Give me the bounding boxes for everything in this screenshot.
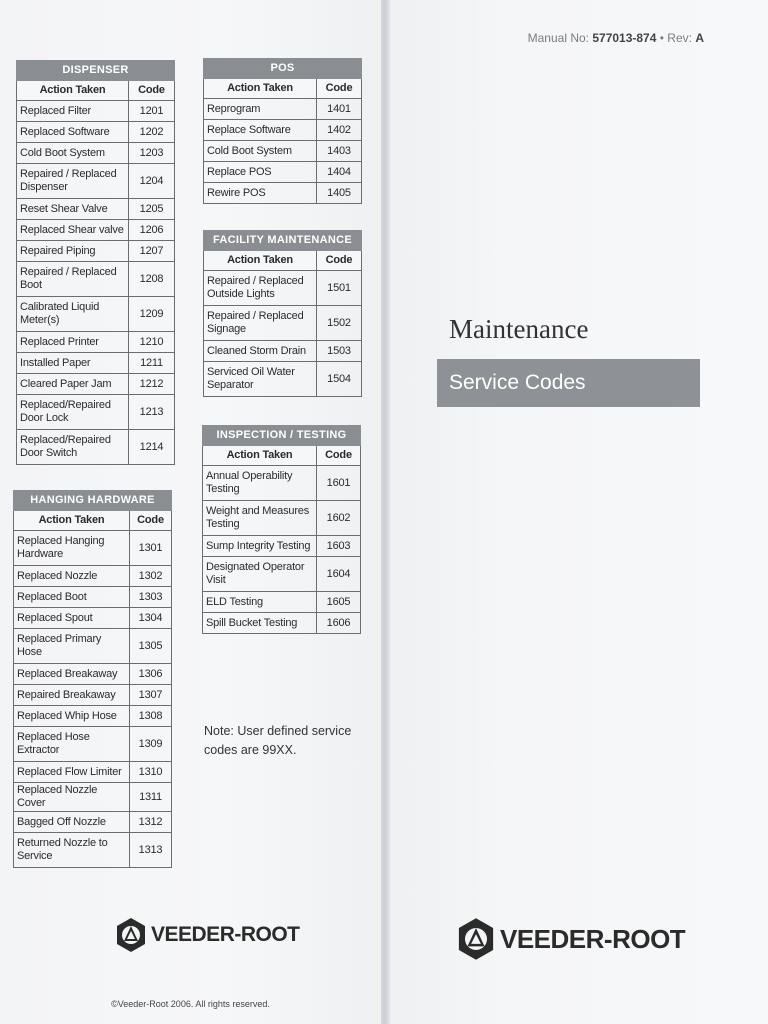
action-cell: Replace Software (204, 120, 317, 141)
right-panel (390, 0, 768, 1024)
code-cell: 1606 (317, 613, 361, 634)
code-cell: 1307 (130, 685, 172, 706)
table-row (204, 362, 362, 397)
action-cell: Spill Bucket Testing (203, 613, 317, 634)
table-row (14, 566, 172, 587)
code-cell: 1205 (129, 199, 175, 220)
table-row (203, 501, 361, 536)
code-cell: 1602 (317, 501, 361, 536)
action-cell: Installed Paper (17, 353, 129, 374)
code-cell: 1302 (130, 566, 172, 587)
code-cell: 1303 (130, 587, 172, 608)
table-row (14, 685, 172, 706)
code-cell: 1206 (129, 220, 175, 241)
action-cell: Replaced/Repaired Door Switch (17, 430, 129, 465)
table-title: FACILITY MAINTENANCE (204, 231, 362, 251)
table-row (203, 613, 361, 634)
table-row (14, 812, 172, 833)
action-cell: Replaced Whip Hose (14, 706, 130, 727)
action-cell: Replaced Shear valve (17, 220, 129, 241)
code-cell: 1207 (129, 241, 175, 262)
code-cell: 1204 (129, 164, 175, 199)
table-row (14, 531, 172, 566)
action-cell: Serviced Oil Water Separator (204, 362, 317, 397)
table-row (203, 557, 361, 592)
brand-logo-left (115, 917, 300, 953)
code-cell: 1604 (317, 557, 361, 592)
code-cell: 1308 (130, 706, 172, 727)
code-cell: 1405 (317, 183, 362, 204)
action-cell: Replaced Primary Hose (14, 629, 130, 664)
table-row (17, 262, 175, 297)
code-cell: 1213 (129, 395, 175, 430)
action-cell: Replaced Filter (17, 101, 129, 122)
action-cell: Replaced Nozzle Cover (14, 783, 130, 812)
veeder-root-logo-icon (456, 917, 496, 961)
code-cell: 1404 (317, 162, 362, 183)
action-cell: Cleaned Storm Drain (204, 341, 317, 362)
brand-logo-right (456, 917, 685, 961)
column-header-code: Code (129, 81, 175, 101)
table-row (17, 241, 175, 262)
table-row (17, 395, 175, 430)
column-header-code: Code (317, 446, 361, 466)
code-cell: 1503 (317, 341, 362, 362)
table-row (17, 353, 175, 374)
code-cell: 1605 (317, 592, 361, 613)
table-title: INSPECTION / TESTING (203, 426, 361, 446)
action-cell: Cleared Paper Jam (17, 374, 129, 395)
brand-name: VEEDER-ROOT (151, 923, 300, 946)
action-cell: Replaced Printer (17, 332, 129, 353)
action-cell: Reprogram (204, 99, 317, 120)
table-row (17, 122, 175, 143)
code-cell: 1214 (129, 430, 175, 465)
table-row (203, 536, 361, 557)
table-row (17, 220, 175, 241)
action-cell: Replaced Nozzle (14, 566, 130, 587)
table-row (204, 271, 362, 306)
action-cell: Cold Boot System (17, 143, 129, 164)
brand-name: VEEDER-ROOT (500, 923, 686, 954)
action-cell: Weight and Measures Testing (203, 501, 317, 536)
table-row (203, 466, 361, 501)
code-cell: 1312 (130, 812, 172, 833)
table-row (14, 587, 172, 608)
code-cell: 1212 (129, 374, 175, 395)
action-cell: Repaired Piping (17, 241, 129, 262)
code-cell: 1210 (129, 332, 175, 353)
action-cell: Sump Integrity Testing (203, 536, 317, 557)
code-cell: 1501 (317, 271, 362, 306)
table-row (203, 592, 361, 613)
code-cell: 1305 (130, 629, 172, 664)
table-row (14, 762, 172, 783)
table-row (14, 629, 172, 664)
action-cell: Repaired / Replaced Boot (17, 262, 129, 297)
action-cell: Returned Nozzle to Service (14, 833, 130, 868)
action-cell: Bagged Off Nozzle (14, 812, 130, 833)
table-row (204, 183, 362, 204)
action-cell: Replaced Flow Limiter (14, 762, 130, 783)
code-cell: 1502 (317, 306, 362, 341)
table-row (17, 297, 175, 332)
action-cell: Replaced Hose Extractor (14, 727, 130, 762)
code-cell: 1601 (317, 466, 361, 501)
table-row (17, 430, 175, 465)
table-row (14, 706, 172, 727)
table-title: DISPENSER (17, 61, 175, 81)
code-cell: 1304 (130, 608, 172, 629)
table-row (17, 332, 175, 353)
veeder-root-logo-icon (115, 917, 147, 953)
code-cell: 1504 (317, 362, 362, 397)
table-row (204, 341, 362, 362)
action-cell: Replace POS (204, 162, 317, 183)
column-header-code: Code (317, 79, 362, 99)
table-row (14, 833, 172, 868)
table-row (17, 101, 175, 122)
code-cell: 1306 (130, 664, 172, 685)
table-row (14, 608, 172, 629)
table-row (14, 727, 172, 762)
code-cell: 1403 (317, 141, 362, 162)
action-cell: ELD Testing (203, 592, 317, 613)
action-cell: Repaired Breakaway (14, 685, 130, 706)
code-cell: 1203 (129, 143, 175, 164)
copyright: ©Veeder-Root 2006. All rights reserved. (111, 999, 270, 1009)
action-cell: Replaced Spout (14, 608, 130, 629)
code-cell: 1310 (130, 762, 172, 783)
column-header-action: Action Taken (17, 81, 129, 101)
table-row (14, 664, 172, 685)
column-header-action: Action Taken (203, 446, 317, 466)
column-header-action: Action Taken (204, 251, 317, 271)
code-cell: 1211 (129, 353, 175, 374)
action-cell: Designated Operator Visit (203, 557, 317, 592)
dispenser-table (16, 60, 175, 465)
action-cell: Repaired / Replaced Signage (204, 306, 317, 341)
action-cell: Rewire POS (204, 183, 317, 204)
table-row (204, 120, 362, 141)
table-row (17, 143, 175, 164)
code-cell: 1208 (129, 262, 175, 297)
table-row (204, 162, 362, 183)
user-defined-note: Note: User defined service codes are 99XX. (204, 724, 352, 757)
manual-number: Manual No: 577013-874 • Rev: A (527, 31, 704, 45)
facility-maintenance-table (203, 230, 362, 397)
column-header-action: Action Taken (14, 511, 130, 531)
action-cell: Replaced Hanging Hardware (14, 531, 130, 566)
page-fold (381, 0, 390, 1024)
action-cell: Replaced Software (17, 122, 129, 143)
action-cell: Replaced Boot (14, 587, 130, 608)
action-cell: Replaced/Repaired Door Lock (17, 395, 129, 430)
hanging-hardware-table (13, 490, 172, 868)
action-cell: Calibrated Liquid Meter(s) (17, 297, 129, 332)
action-cell: Replaced Breakaway (14, 664, 130, 685)
code-cell: 1309 (130, 727, 172, 762)
action-cell: Reset Shear Valve (17, 199, 129, 220)
table-row (204, 99, 362, 120)
cover-subtitle: Service Codes (437, 359, 700, 407)
table-row (204, 306, 362, 341)
action-cell: Cold Boot System (204, 141, 317, 162)
table-row (17, 199, 175, 220)
pos-table (203, 58, 362, 204)
column-header-code: Code (130, 511, 172, 531)
inspection-testing-table (202, 425, 361, 634)
code-cell: 1311 (130, 783, 172, 812)
action-cell: Repaired / Replaced Outside Lights (204, 271, 317, 306)
table-title: HANGING HARDWARE (14, 491, 172, 511)
code-cell: 1301 (130, 531, 172, 566)
cover-title: Maintenance (449, 314, 589, 344)
code-cell: 1202 (129, 122, 175, 143)
action-cell: Annual Operability Testing (203, 466, 317, 501)
table-row (14, 783, 172, 812)
code-cell: 1402 (317, 120, 362, 141)
code-cell: 1209 (129, 297, 175, 332)
code-cell: 1201 (129, 101, 175, 122)
table-row (204, 141, 362, 162)
table-title: POS (204, 59, 362, 79)
column-header-code: Code (317, 251, 362, 271)
code-cell: 1401 (317, 99, 362, 120)
code-cell: 1313 (130, 833, 172, 868)
column-header-action: Action Taken (204, 79, 317, 99)
table-row (17, 374, 175, 395)
code-cell: 1603 (317, 536, 361, 557)
action-cell: Repaired / Replaced Dispenser (17, 164, 129, 199)
table-row (17, 164, 175, 199)
